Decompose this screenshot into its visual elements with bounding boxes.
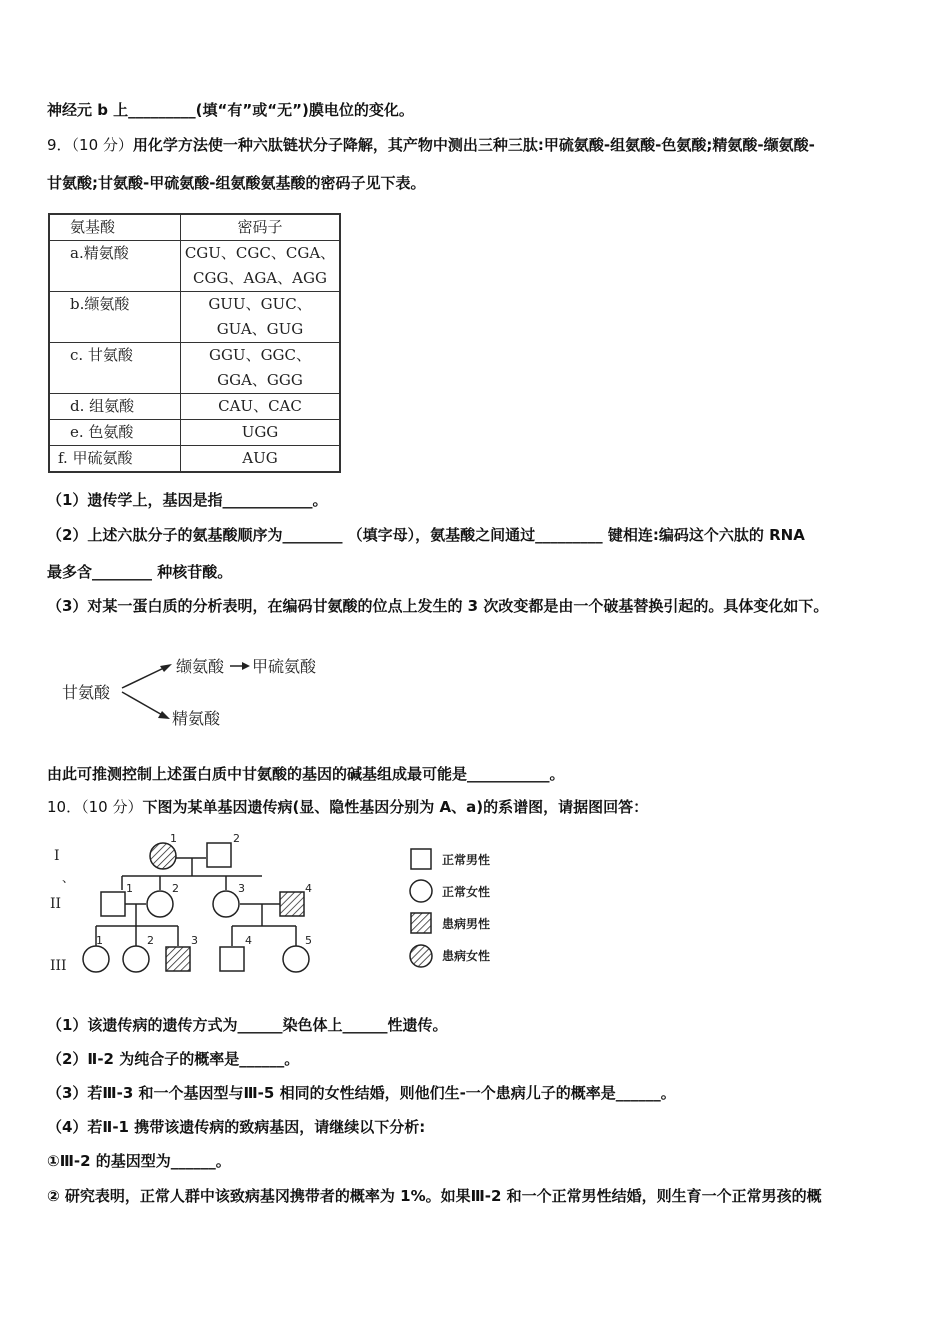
normal-female-symbol [283,946,309,972]
individual-number: 4 [245,934,252,947]
top-amino-acid: 缬氨酸 [176,657,225,676]
legend-affected-male-symbol [411,913,431,933]
affected-male-symbol [166,947,190,971]
codon-line: GGA、GGG [217,371,303,389]
arrow-down-line [122,692,164,716]
table-row [50,446,340,472]
amino-acid-cell: f. 甲硫氨酸 [50,446,181,472]
normal-female-symbol [213,891,239,917]
table-row [50,292,340,343]
bottom-amino-acid: 精氨酸 [172,709,221,728]
q10-sub4-part1: ①Ⅲ-2 的基因型为______。 [47,1152,231,1170]
amino-acid-cell: e. 色氨酸 [50,420,181,446]
codon-line: CGG、AGA、AGG [193,269,327,287]
individual-number: 3 [238,882,245,895]
arrow-down-head [158,711,170,719]
q10-sub3: （3）若Ⅲ-3 和一个基因型与Ⅲ-5 相同的女性结婚，则他们生-一个患病儿子的概率是______。 [47,1084,676,1102]
individual-number: 5 [305,934,312,947]
q9-stem-line1 [47,135,815,155]
intro-line: 神经元 b 上_________(填“有”或“无”)膜电位的变化。 [47,101,414,119]
amino-acid-cell: c. 甘氨酸 [50,343,181,394]
codon-table [49,214,340,472]
q9-sub2-line1: （2）上述六肽分子的氨基酸顺序为________ （填字母），氨基酸之间通过_________ 键相连:编码这个六肽的 RNA [47,526,805,544]
q9-conclusion: 由此可推测控制上述蛋白质中甘氨酸的基因的碱基组成最可能是___________。 [47,765,565,783]
pedigree-svg [40,828,520,988]
codon-line: GUU、GUC、 [208,295,312,313]
table-row [50,394,340,420]
q10-number: 10．（10 分） [47,798,143,816]
table-row [50,420,340,446]
generation-separator: 、 [62,871,75,885]
normal-female-symbol [83,946,109,972]
affected-female-symbol [150,843,176,869]
q10-sub4: （4）若Ⅱ-1 携带该遗传病的致病基因，请继续以下分析: [47,1118,426,1136]
codon-cell [181,343,340,394]
q9-stem-line2: 甘氨酸;甘氨酸-甲硫氨酸-组氨酸氨基酸的密码子见下表。 [47,174,426,192]
individual-number: 1 [96,934,103,947]
individual-number: 4 [305,882,312,895]
generation-label: I [54,848,60,864]
q10-sub1: （1）该遗传病的遗传方式为______染色体上______性遗传。 [47,1016,448,1034]
affected-male-symbol [280,892,304,916]
codon-cell [181,292,340,343]
q9-sub1: （1）遗传学上，基因是指____________。 [47,491,328,509]
generation-label: II [50,896,62,912]
legend-normal-male-symbol [411,849,431,869]
table-row [50,343,340,394]
q9-number: 9．（10 分） [47,136,133,154]
amino-acid-cell: d. 组氨酸 [50,394,181,420]
legend-affected-female-symbol [410,945,432,967]
amino-acid-cell: b.缬氨酸 [50,292,181,343]
mutation-diagram [60,648,360,738]
arrow-right-head [242,662,250,670]
q9-sub3: （3）对某一蛋白质的分析表明，在编码甘氨酸的位点上发生的 3 次改变都是由一个破基替换引起的。具体变化如下。 [47,597,829,615]
legend-label: 患病男性 [442,917,491,931]
codon-table-header [50,215,340,241]
legend-label: 正常女性 [442,885,491,899]
q10-sub2: （2）Ⅱ-2 为纯合子的概率是______。 [47,1050,300,1068]
codon-cell: UGG [181,420,340,446]
q10-text: 下图为某单基因遗传病(显、隐性基因分别为 A、a)的系谱图，请据图回答： [142,798,649,816]
normal-female-symbol [147,891,173,917]
legend-label: 正常男性 [442,853,491,867]
normal-female-symbol [123,946,149,972]
codon-line: GGU、GGC、 [208,346,312,364]
table-row [50,241,340,292]
pedigree-chart [40,828,520,988]
source-amino-acid: 甘氨酸 [62,683,111,702]
individual-number: 2 [147,934,154,947]
q9-sub2-line2: 最多含________ 种核苷酸。 [47,563,233,581]
header-amino-acid: 氨基酸 [50,215,181,241]
q9-text1: 用化学方法使一种六肽链状分子降解，其产物中测出三种三肽:甲硫氨酸-组氨酸-色氨酸;精氨酸-缬氨酸- [132,136,815,154]
legend-label: 患病女性 [442,949,491,963]
legend-normal-female-symbol [410,880,432,902]
individual-number: 3 [191,934,198,947]
q10-stem [47,797,648,817]
individual-number: 1 [126,882,133,895]
normal-male-symbol [220,947,244,971]
arrow-up-line [122,666,168,688]
codon-line: GUA、GUG [216,320,304,338]
individual-number: 1 [170,832,177,845]
arrow-up-head [160,664,172,672]
codon-line: CGU、CGC、CGA、 [184,244,336,262]
amino-acid-cell: a.精氨酸 [50,241,181,292]
generation-label: III [50,958,67,974]
codon-cell [181,241,340,292]
q10-sub4-part2: ② 研究表明，正常人群中该致病基冈携带者的概率为 1%。如果Ⅲ-2 和一个正常男性结婚，则生育一个正常男孩的概 [47,1187,822,1205]
codon-cell: CAU、CAC [181,394,340,420]
normal-male-symbol [101,892,125,916]
individual-number: 2 [233,832,240,845]
codon-cell: AUG [181,446,340,472]
individual-number: 2 [172,882,179,895]
header-codon: 密码子 [181,215,340,241]
normal-male-symbol [207,843,231,867]
top-next-amino-acid: 甲硫氨酸 [252,657,317,676]
